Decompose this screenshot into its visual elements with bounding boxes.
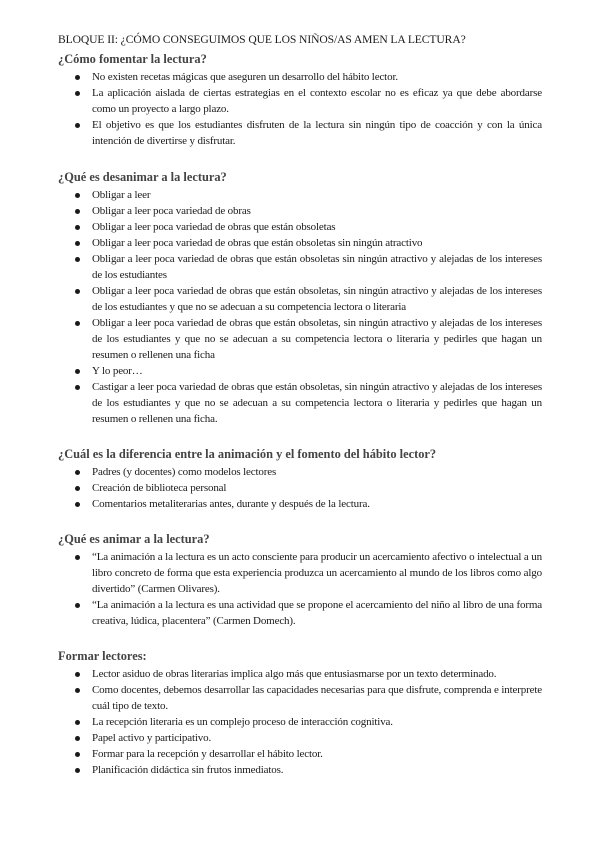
bullet-list [58, 187, 542, 427]
list-item [58, 283, 542, 315]
section-diferencia [58, 446, 542, 512]
list-item [58, 464, 542, 480]
bullet-icon [75, 736, 80, 741]
section-heading: ¿Cómo fomentar la lectura? [58, 52, 207, 66]
list-item-text: El objetivo es que los estudiantes disfruten de la lectura sin ningún tipo de coacción y con la única intención de divertirse y disfrutar. [92, 119, 542, 147]
list-item [58, 496, 542, 512]
list-item-text: Obligar a leer poca variedad de obras [92, 205, 251, 217]
section-formar-lectores [58, 648, 542, 778]
list-item-text: No existen recetas mágicas que aseguren un desarrollo del hábito lector. [92, 71, 398, 83]
bullet-icon [75, 369, 80, 374]
bullet-icon [75, 257, 80, 262]
list-item [58, 746, 542, 762]
list-item-text: Obligar a leer poca variedad de obras que están obsoletas sin ningún atractivo [92, 237, 423, 249]
list-item [58, 117, 542, 149]
bullet-icon [75, 289, 80, 294]
bullet-icon [75, 321, 80, 326]
list-item-text: Padres (y docentes) como modelos lectores [92, 466, 277, 478]
list-item [58, 480, 542, 496]
list-item-text: La recepción literaria es un complejo proceso de interacción cognitiva. [92, 716, 393, 728]
bullet-list [58, 666, 542, 778]
document-title: BLOQUE II: ¿CÓMO CONSEGUIMOS QUE LOS NIÑOS/AS AMEN LA LECTURA? [58, 33, 466, 46]
bullet-icon [75, 603, 80, 608]
bullet-icon [75, 91, 80, 96]
section-heading: ¿Cuál es la diferencia entre la animación y el fomento del hábito lector? [58, 447, 437, 461]
list-item [58, 315, 542, 363]
list-item-text: La aplicación aislada de ciertas estrategias en el contexto escolar no es eficaz ya que debe abordarse como un proyecto a largo plazo. [92, 87, 542, 115]
list-item [58, 549, 542, 597]
bullet-icon [75, 502, 80, 507]
list-item-text: Y lo peor… [92, 365, 143, 377]
list-item-text: Formar para la recepción y desarrollar el hábito lector. [92, 748, 323, 760]
bullet-list [58, 464, 542, 512]
bullet-icon [75, 225, 80, 230]
bullet-list [58, 69, 542, 149]
list-item [58, 219, 542, 235]
bullet-icon [75, 193, 80, 198]
list-item [58, 235, 542, 251]
section-como-fomentar [58, 51, 542, 149]
bullet-icon [75, 123, 80, 128]
list-item-text: Creación de biblioteca personal [92, 482, 227, 494]
bullet-icon [75, 241, 80, 246]
bullet-icon [75, 688, 80, 693]
list-item [58, 666, 542, 682]
bullet-icon [75, 752, 80, 757]
list-item-text: Obligar a leer poca variedad de obras que están obsoletas, sin ningún atractivo y alejadas de los intereses de los estudiantes y que no se adecuan a su competencia lectora o literaria y pedirles que hagan un resumen o rellenen una ficha [92, 317, 542, 361]
bullet-icon [75, 768, 80, 773]
list-item-text: Castigar a leer poca variedad de obras que están obsoletas, sin ningún atractivo y alejadas de los intereses de los estudiantes y que no se adecuan a su competencia lectora o literaria y pedirles que hagan un resumen o rellenen una ficha. [92, 381, 542, 425]
section-desanimar [58, 169, 542, 427]
list-item-text: Obligar a leer poca variedad de obras que están obsoletas [92, 221, 336, 233]
list-item [58, 379, 542, 427]
list-item [58, 187, 542, 203]
list-item-text: “La animación a la lectura es una actividad que se propone el acercamiento del niño al libro de una forma creativa, lúdica, placentera” (Carmen Domech). [92, 599, 542, 627]
list-item [58, 363, 542, 379]
bullet-icon [75, 720, 80, 725]
list-item-text: Planificación didáctica sin frutos inmediatos. [92, 764, 284, 776]
section-heading: ¿Qué es animar a la lectura? [58, 532, 210, 546]
section-animar [58, 531, 542, 629]
bullet-icon [75, 555, 80, 560]
section-heading: ¿Qué es desanimar a la lectura? [58, 170, 227, 184]
list-item [58, 85, 542, 117]
list-item [58, 682, 542, 714]
list-item [58, 730, 542, 746]
list-item [58, 597, 542, 629]
list-item [58, 762, 542, 778]
bullet-icon [75, 75, 80, 80]
list-item [58, 714, 542, 730]
list-item [58, 203, 542, 219]
list-item-text: Como docentes, debemos desarrollar las capacidades necesarias para que disfrute, comprenda e interprete cuál tipo de texto. [92, 684, 542, 712]
bullet-icon [75, 385, 80, 390]
list-item-text: Obligar a leer poca variedad de obras que están obsoletas sin ningún atractivo y alejadas de los intereses de los estudiantes [92, 253, 542, 281]
list-item-text: Papel activo y participativo. [92, 732, 212, 744]
list-item-text: Comentarios metaliterarias antes, durante y después de la lectura. [92, 498, 370, 510]
bullet-list [58, 549, 542, 629]
bullet-icon [75, 672, 80, 677]
list-item [58, 251, 542, 283]
list-item [58, 69, 542, 85]
list-item-text: Obligar a leer poca variedad de obras que están obsoletas, sin ningún atractivo y alejadas de los intereses de los estudiantes y que no se adecuan a su competencia lectora o literaria [92, 285, 542, 313]
list-item-text: “La animación a la lectura es un acto consciente para producir un acercamiento afectivo o intelectual a un libro concreto de forma que esta experiencia produzca un acercamiento al mundo de los libros como algo divertido” (Carmen Olivares). [92, 551, 542, 595]
bullet-icon [75, 486, 80, 491]
list-item-text: Obligar a leer [92, 189, 151, 201]
bullet-icon [75, 209, 80, 214]
list-item-text: Lector asiduo de obras literarias implica algo más que entusiasmarse por un texto determinado. [92, 668, 497, 680]
section-heading: Formar lectores: [58, 649, 147, 663]
bullet-icon [75, 470, 80, 475]
